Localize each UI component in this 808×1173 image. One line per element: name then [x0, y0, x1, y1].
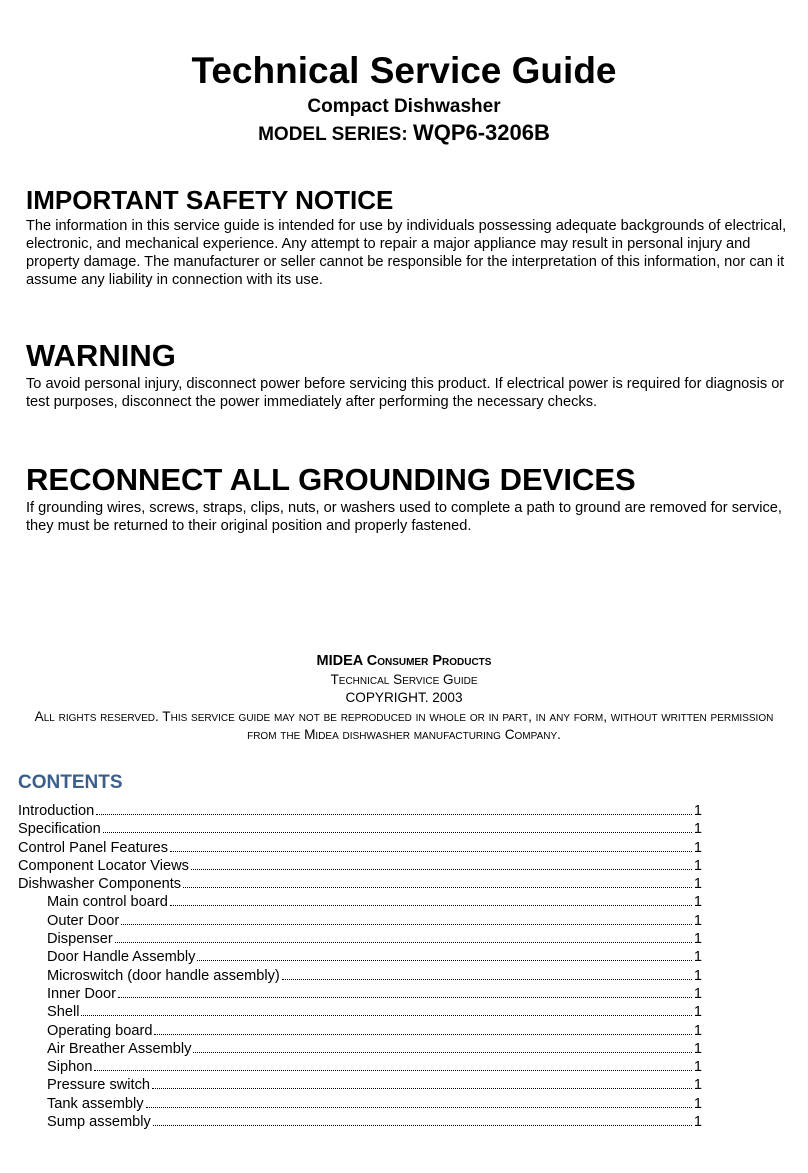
toc-entry-label: Control Panel Features [18, 839, 169, 856]
toc-leader-dots [193, 1051, 692, 1053]
toc-entry-page: 1 [693, 803, 702, 819]
warning-section [26, 339, 792, 412]
toc-entry[interactable] [18, 875, 702, 893]
toc-leader-dots [154, 1033, 691, 1035]
document-title: Technical Service Guide [191, 50, 617, 91]
rights-notice: All rights reserved. This service guide may not be reproduced in whole or in part, in any form, without written permission from the Midea dishwasher manufacturing Company. [34, 708, 774, 742]
toc-entry-page: 1 [693, 1040, 702, 1057]
toc-leader-dots [146, 1106, 692, 1108]
toc-entry[interactable] [18, 857, 702, 875]
toc-entry-page: 1 [693, 985, 702, 1002]
toc-entry-page: 1 [693, 1022, 702, 1039]
company-name: MIDEA Consumer Products [316, 653, 492, 669]
toc-leader-dots [152, 1087, 692, 1089]
toc-leader-dots [170, 904, 692, 906]
toc-entry-page: 1 [693, 931, 702, 948]
toc-entry-label: Introduction [18, 803, 95, 819]
model-series [0, 120, 808, 146]
toc-entry-label: Microswitch (door handle assembly) [47, 967, 280, 984]
toc-entry[interactable] [18, 1022, 702, 1040]
toc-leader-dots [103, 831, 692, 833]
safety-notice-section [26, 186, 792, 290]
warning-heading: WARNING [26, 338, 176, 373]
toc-entry-label: Siphon [47, 1059, 93, 1076]
model-series-label: MODEL SERIES: [258, 124, 408, 145]
toc-entry-page: 1 [693, 821, 702, 838]
safety-notice-body: The information in this service guide is intended for use by individuals possessing adequate backgrounds of electrical, electronic, and mechanical experience. Any attempt to repair a major appliance may result in personal injury and property damage. The manufacturer or seller cannot be responsible for the interpretation of this information, nor can it assume any liability in connection with its use. [26, 217, 787, 289]
toc-entry-label: Specification [18, 821, 101, 838]
model-series-value: WQP6-3206B [412, 120, 550, 145]
toc-entry-page: 1 [693, 912, 702, 929]
toc-entry[interactable] [18, 1003, 702, 1021]
toc-entry-page: 1 [693, 1077, 702, 1094]
toc-entry-label: Sump assembly [47, 1114, 151, 1131]
toc-entry-label: Operating board [47, 1022, 153, 1039]
toc-entry[interactable] [18, 912, 702, 930]
toc-leader-dots [170, 850, 692, 852]
toc-entry-label: Outer Door [47, 912, 120, 929]
grounding-section [26, 463, 792, 536]
toc-entry[interactable] [18, 930, 702, 948]
toc-entry-label: Dispenser [47, 931, 113, 948]
toc-leader-dots [197, 959, 691, 961]
toc-entry-label: Door Handle Assembly [47, 949, 196, 966]
toc-leader-dots [191, 868, 692, 870]
guide-name: Technical Service Guide [330, 671, 478, 687]
toc-entry-page: 1 [693, 1004, 702, 1021]
toc-leader-dots [118, 996, 692, 998]
toc-entry-page: 1 [693, 949, 702, 966]
grounding-heading: RECONNECT ALL GROUNDING DEVICES [26, 462, 636, 497]
toc-leader-dots [81, 1014, 691, 1016]
copyright-line: COPYRIGHT. 2003 [345, 690, 463, 705]
toc-leader-dots [94, 1069, 691, 1071]
toc-entry[interactable] [18, 985, 702, 1003]
toc-entry[interactable] [18, 967, 702, 985]
toc-entry-page: 1 [693, 1095, 702, 1112]
toc-leader-dots [121, 923, 692, 925]
table-of-contents [18, 772, 702, 1131]
toc-leader-dots [153, 1124, 692, 1126]
toc-entry[interactable] [18, 893, 702, 911]
toc-entry[interactable] [18, 802, 702, 820]
toc-entry[interactable] [18, 839, 702, 857]
toc-entry-label: Main control board [47, 894, 168, 911]
toc-entry-label: Shell [47, 1004, 80, 1021]
toc-leader-dots [282, 978, 692, 980]
toc-entry-label: Pressure switch [47, 1077, 150, 1094]
toc-entry[interactable] [18, 820, 702, 838]
toc-entry[interactable] [18, 1095, 702, 1113]
toc-entry[interactable] [18, 1058, 702, 1076]
toc-leader-dots [96, 813, 692, 815]
toc-entry-label: Inner Door [47, 985, 116, 1002]
toc-entry[interactable] [18, 1113, 702, 1131]
toc-entry-label: Dishwasher Components [18, 876, 182, 893]
document-subtitle: Compact Dishwasher [307, 96, 501, 117]
toc-entry[interactable] [18, 1076, 702, 1094]
toc-entry-page: 1 [693, 967, 702, 984]
toc-entry-page: 1 [693, 1059, 702, 1076]
toc-list [18, 802, 702, 1131]
toc-entry-page: 1 [693, 839, 702, 856]
toc-entry-label: Component Locator Views [18, 857, 189, 874]
toc-entry-label: Air Breather Assembly [47, 1040, 192, 1057]
grounding-body: If grounding wires, screws, straps, clips, nuts, or washers used to complete a path to ground are removed for service, they must be returned to their original position and properly fastened. [26, 500, 782, 535]
publisher-block [20, 652, 788, 745]
toc-entry-page: 1 [693, 1114, 702, 1131]
toc-leader-dots [115, 941, 692, 943]
toc-leader-dots [183, 886, 692, 888]
warning-body: To avoid personal injury, disconnect power before servicing this product. If electrical power is required for diagnosis or test purposes, disconnect the power immediately after performing the necessary checks. [26, 376, 785, 411]
toc-entry-page: 1 [693, 876, 702, 893]
toc-entry-page: 1 [693, 857, 702, 874]
toc-entry-page: 1 [693, 894, 702, 911]
toc-entry[interactable] [18, 948, 702, 966]
toc-entry-label: Tank assembly [47, 1095, 144, 1112]
toc-entry[interactable] [18, 1040, 702, 1058]
contents-title: CONTENTS [18, 772, 123, 793]
safety-notice-heading: IMPORTANT SAFETY NOTICE [26, 185, 394, 215]
